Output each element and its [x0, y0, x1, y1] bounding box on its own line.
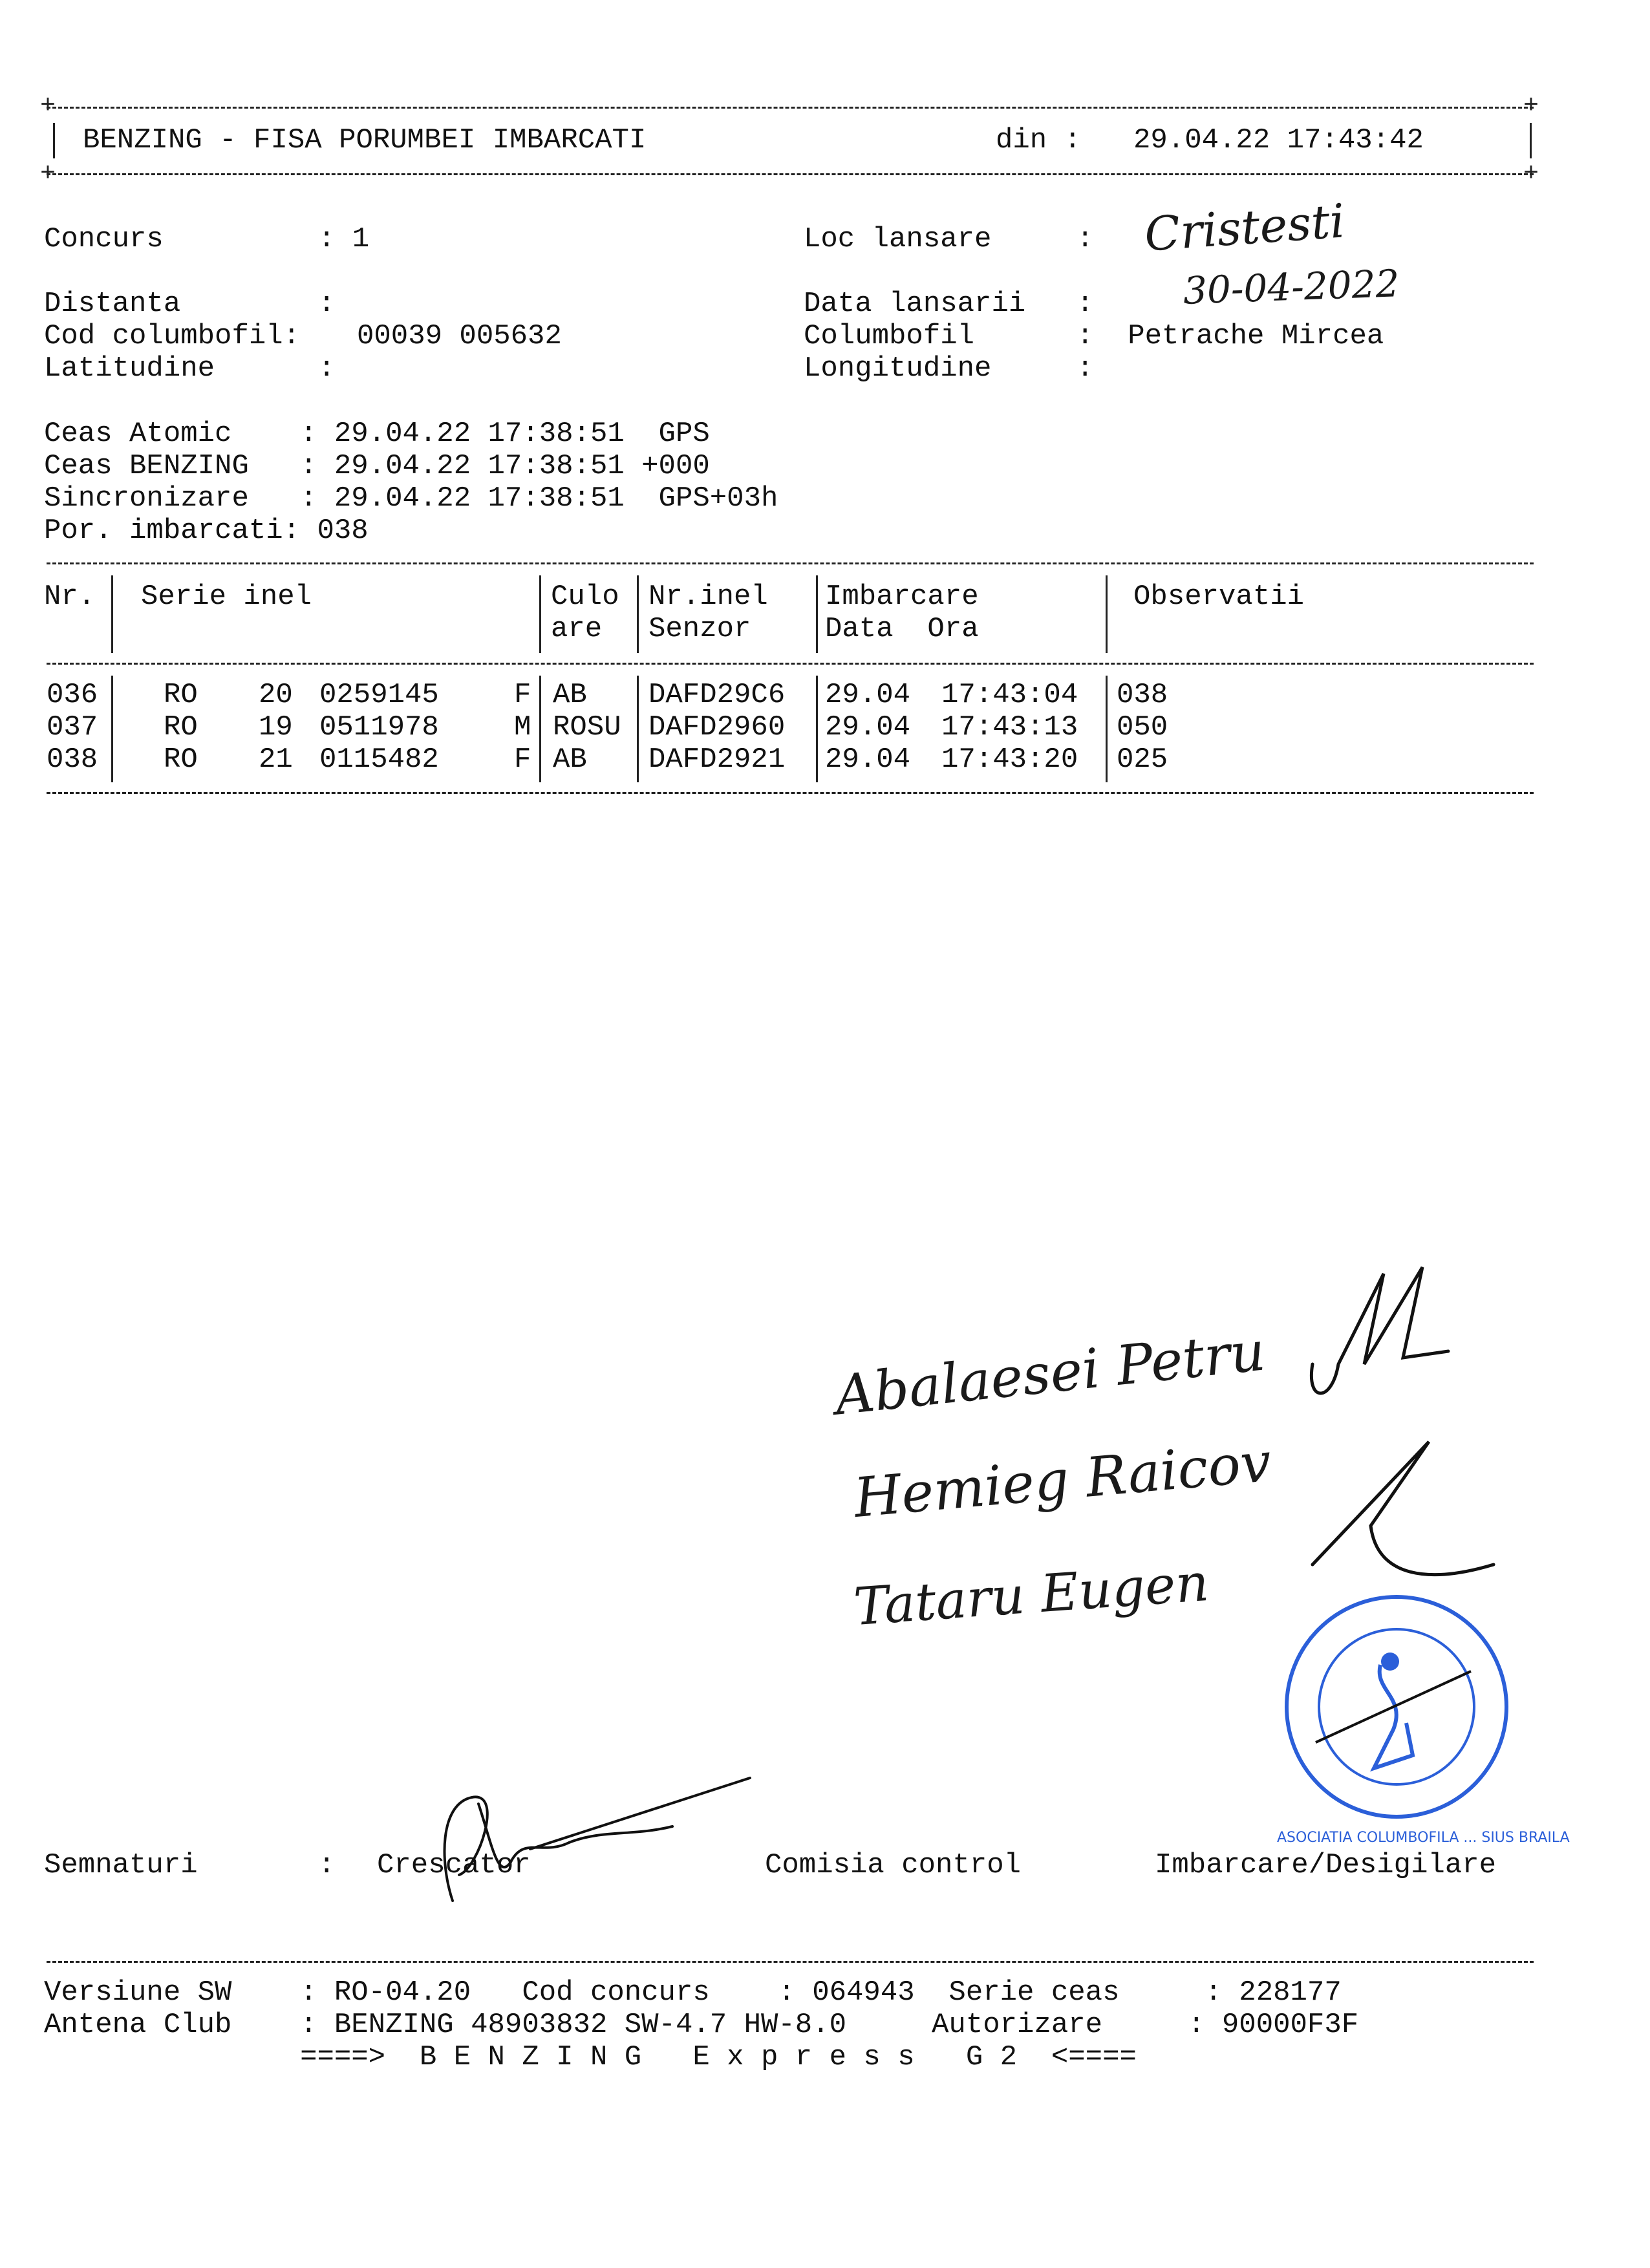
header-bottom-border	[47, 173, 1534, 175]
header-corner: +	[1523, 160, 1539, 189]
latitudine-label: Latitudine	[44, 352, 215, 385]
row-culoare: AB	[553, 744, 587, 776]
row-tara: RO	[164, 744, 198, 776]
handwritten-name: Abalaesei Petru	[831, 1319, 1269, 1428]
row-observatii: 050	[1117, 711, 1168, 744]
row-data: 29.04	[825, 744, 911, 776]
footer-line-2: Antena Club : BENZING 48903832 SW-4.7 HW-8.0 Autorizare : 90000F3F	[44, 2009, 1359, 2041]
row-data: 29.04	[825, 679, 911, 711]
signature-mark	[1293, 1254, 1461, 1422]
header-corner: +	[40, 160, 56, 189]
col-divider	[539, 575, 541, 653]
row-an: 20	[259, 679, 293, 711]
table-header-border	[47, 663, 1534, 665]
concurs-value: : 1	[318, 223, 370, 255]
crescator-signature	[401, 1765, 763, 1914]
row-an: 21	[259, 744, 293, 776]
row-senzor: DAFD2921	[648, 744, 786, 776]
header-top-border	[47, 107, 1534, 109]
handwritten-name: Hemieg Raicov	[851, 1429, 1274, 1530]
col-divider	[816, 575, 818, 653]
table-bottom-border	[47, 792, 1534, 794]
row-an: 19	[259, 711, 293, 744]
header-din-label: din :	[996, 124, 1082, 156]
row-culoare: ROSU	[553, 711, 621, 744]
col-divider	[539, 676, 541, 782]
header-serie-inel: Serie inel	[141, 581, 312, 613]
row-nr: 037	[47, 711, 98, 744]
header-left-border	[53, 123, 55, 158]
porumbei-imbarcati-line: Por. imbarcati: 038	[44, 515, 369, 547]
col-divider	[1106, 575, 1108, 653]
header-corner: +	[40, 92, 56, 121]
row-serie: 0259145	[319, 679, 439, 711]
row-sex: M	[514, 711, 531, 744]
header-datetime: 29.04.22 17:43:42	[1133, 124, 1424, 156]
footer-line-3: ====> B E N Z I N G E x p r e s s G 2 <====	[44, 2041, 1137, 2073]
row-senzor: DAFD2960	[648, 711, 786, 744]
loc-lansare-label: Loc lansare	[804, 223, 992, 255]
loc-lansare-handwritten: Cristesti	[1142, 193, 1347, 262]
row-observatii: 025	[1117, 744, 1168, 776]
header-nr: Nr.	[44, 581, 96, 613]
col-divider	[816, 676, 818, 782]
columbofil-label: Columbofil	[804, 320, 975, 352]
cod-columbofil-value: 00039 005632	[357, 320, 562, 352]
header-imbarcare-1: Imbarcare	[825, 581, 979, 613]
header-right-border	[1530, 123, 1532, 158]
crescator-label: Crescator	[377, 1849, 531, 1881]
row-data: 29.04	[825, 711, 911, 744]
latitudine-sep: :	[318, 352, 336, 385]
stamp-text: ASOCIATIA COLUMBOFILA ... SIUS BRAILA	[1277, 1830, 1570, 1846]
header-nrinel-2: Senzor	[648, 613, 751, 645]
association-stamp	[1277, 1587, 1516, 1826]
distanta-sep: :	[318, 288, 336, 320]
col-divider	[111, 575, 113, 653]
sincronizare-line: Sincronizare : 29.04.22 17:38:51 GPS+03h	[44, 482, 778, 515]
row-ora: 17:43:20	[941, 744, 1078, 776]
longitudine-sep: :	[1077, 352, 1094, 385]
imbarcare-desigilare-label: Imbarcare/Desigilare	[1155, 1849, 1497, 1881]
concurs-label: Concurs	[44, 223, 164, 255]
columbofil-value: : Petrache Mircea	[1077, 320, 1384, 352]
ceas-atomic-line: Ceas Atomic : 29.04.22 17:38:51 GPS	[44, 418, 710, 450]
footer-border	[47, 1961, 1534, 1963]
col-divider	[637, 575, 639, 653]
col-divider	[1106, 676, 1108, 782]
row-tara: RO	[164, 679, 198, 711]
col-divider	[111, 676, 113, 782]
row-culoare: AB	[553, 679, 587, 711]
ceas-benzing-line: Ceas BENZING : 29.04.22 17:38:51 +000	[44, 450, 710, 482]
row-sex: F	[514, 679, 531, 711]
row-tara: RO	[164, 711, 198, 744]
row-ora: 17:43:04	[941, 679, 1078, 711]
header-culoare-1: Culo	[551, 581, 619, 613]
longitudine-label: Longitudine	[804, 352, 992, 385]
semnaturi-sep: :	[318, 1849, 336, 1881]
semnaturi-label: Semnaturi	[44, 1849, 198, 1881]
header-imbarcare-2: Data Ora	[825, 613, 979, 645]
cod-columbofil-label: Cod columbofil:	[44, 320, 301, 352]
row-nr: 036	[47, 679, 98, 711]
data-lansarii-sep: :	[1077, 288, 1094, 320]
comisia-control-label: Comisia control	[765, 1849, 1022, 1881]
header-observatii: Observatii	[1133, 581, 1305, 613]
data-lansarii-handwritten: 30-04-2022	[1182, 261, 1400, 313]
header-culoare-2: are	[551, 613, 603, 645]
table-top-border	[47, 562, 1534, 564]
handwritten-name: Tataru Eugen	[852, 1552, 1211, 1638]
row-nr: 038	[47, 744, 98, 776]
document-title: BENZING - FISA PORUMBEI IMBARCATI	[83, 124, 647, 156]
row-senzor: DAFD29C6	[648, 679, 786, 711]
row-serie: 0511978	[319, 711, 439, 744]
row-ora: 17:43:13	[941, 711, 1078, 744]
signature-mark	[1300, 1429, 1506, 1597]
row-serie: 0115482	[319, 744, 439, 776]
data-lansarii-label: Data lansarii	[804, 288, 1026, 320]
loc-lansare-sep: :	[1077, 223, 1094, 255]
footer-line-1: Versiune SW : RO-04.20 Cod concurs : 064943 Serie ceas : 228177	[44, 1976, 1342, 2009]
row-sex: F	[514, 744, 531, 776]
col-divider	[637, 676, 639, 782]
header-corner: +	[1523, 92, 1539, 121]
row-observatii: 038	[1117, 679, 1168, 711]
distanta-label: Distanta	[44, 288, 181, 320]
header-nrinel-1: Nr.inel	[648, 581, 768, 613]
